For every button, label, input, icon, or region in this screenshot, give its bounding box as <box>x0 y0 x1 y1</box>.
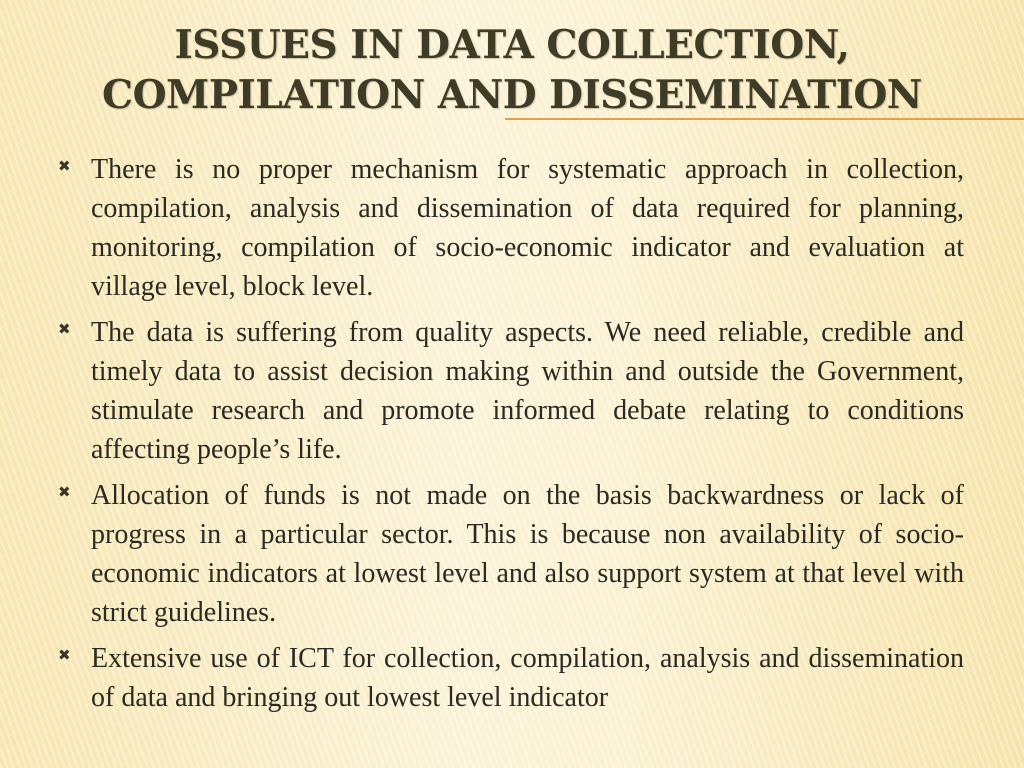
bullet-item <box>58 639 964 717</box>
title-underline <box>505 118 1024 120</box>
bullet-text: Extensive use of ICT for collection, compilation, analysis and dissemination of data and bringing out lowest level indicator <box>91 643 964 713</box>
cross-mark-icon: ✖ <box>58 483 71 501</box>
slide-title-line-2: COMPILATION AND DISSEMINATION <box>102 72 922 118</box>
bullet-list <box>58 150 964 724</box>
cross-mark-icon: ✖ <box>58 320 71 338</box>
bullet-item <box>58 150 964 306</box>
slide-title-line-1: ISSUES IN DATA COLLECTION, <box>174 22 850 68</box>
cross-mark-icon: ✖ <box>58 157 71 175</box>
bullet-text: The data is suffering from quality aspects. We need reliable, credible and timely data to assist decision making within and outside the Government, stimulate research and promote informed debate relating to conditions affecting people’s life. <box>91 317 964 465</box>
bullet-item <box>58 313 964 469</box>
bullet-text: There is no proper mechanism for systematic approach in collection, compilation, analysis and dissemination of data required for planning, monitoring, compilation of socio-economic indicator and evaluation at village level, block level. <box>91 154 964 302</box>
cross-mark-icon: ✖ <box>58 646 71 664</box>
bullet-text: Allocation of funds is not made on the basis backwardness or lack of progress in a particular sector. This is because non availability of socio- economic indicators at lowest level and also support system at that level with strict guidelines. <box>91 480 964 628</box>
slide-title <box>40 20 984 120</box>
bullet-item <box>58 476 964 632</box>
